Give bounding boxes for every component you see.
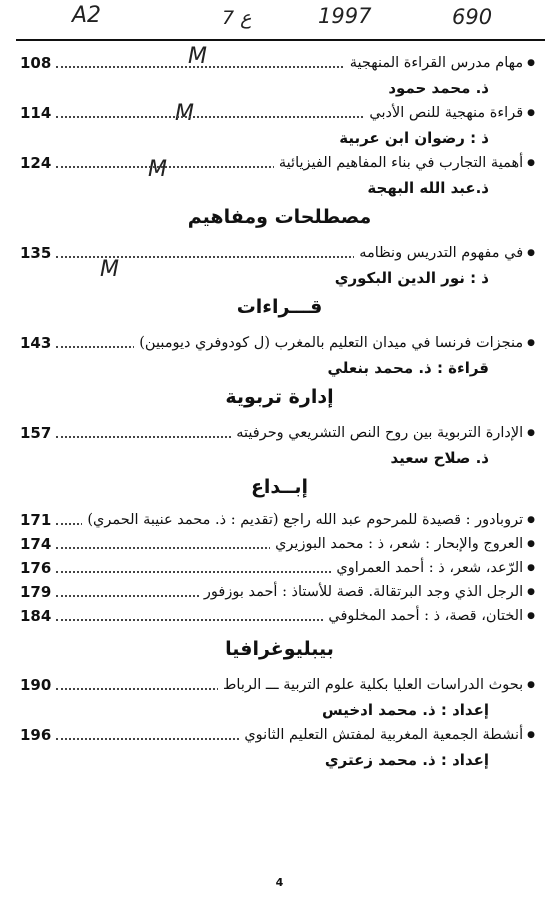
entry-author: قراءة : ذ. محمد بنعلي [327,359,489,377]
entry-author: إعداد : ذ. محمد زعتري [324,751,489,769]
entry-author: ذ : رضوان ابن عربية [339,129,489,147]
bullet-icon: ● [527,248,535,258]
page-number: 196 [20,726,52,744]
entry-title: ●منجزات فرنسا في ميدان التعليم بالمغرب (ل كودوفري ديومبين) [134,331,535,355]
bullet-icon: ● [527,539,535,549]
bullet-icon: ● [527,428,535,438]
page-footer-number: 4 [275,876,284,889]
bullet-icon: ● [527,108,535,118]
handwritten-mark-number: 690 [452,5,493,29]
section-heading: إدارة تربوية [225,386,334,408]
section-heading: بيبليوغرافيا [225,638,334,660]
entry-title: ●العروج والإبحار : شعر، ذ : محمد البوزيري [270,532,535,556]
toc-entry[interactable] [0,101,559,125]
page-number: 190 [20,676,52,694]
toc-entry[interactable] [0,151,559,175]
entry-title: ●مهام مدرس القراءة المنهجية [345,51,535,75]
page-number: 124 [20,154,52,172]
section-heading: قـــراءات [236,296,323,318]
section-heading: إبــداع [250,476,309,498]
handwritten-mark-year: 1997 [318,4,372,28]
entry-title: ●في مفهوم التدريس ونظامه [354,241,535,265]
entry-title: ●أنشطة الجمعية المغربية لمفتش التعليم الثانوي [239,723,535,747]
page-number: 184 [20,607,52,625]
entry-author: ذ : نور الدين البكوري [334,269,489,287]
page-number: 114 [20,104,52,122]
entry-title: ●تروبادور : قصيدة للمرحوم عبد الله راجع (تقديم : ذ. محمد عنيبة الحمري) [82,508,535,532]
page-number: 174 [20,535,52,553]
bullet-icon: ● [527,563,535,573]
page-number: 143 [20,334,52,352]
section-heading: مصطلحات ومفاهيم [187,206,372,228]
page-number: 135 [20,244,52,262]
entry-author: إعداد : ذ. محمد ادخيس [322,701,489,719]
page-number: 179 [20,583,52,601]
bullet-icon: ● [527,515,535,525]
entry-title: ●أهمية التجارب في بناء المفاهيم الفيزيائية [274,151,535,175]
entry-title: ●الرّعد، شعر، ذ : أحمد العمراوي [331,556,535,580]
toc-entry[interactable] [0,556,559,580]
bullet-icon: ● [527,680,535,690]
handwritten-mark-issue: 7 ع [222,7,252,29]
toc-entry[interactable] [0,331,559,355]
toc-entry[interactable] [0,532,559,556]
toc-entry[interactable] [0,241,559,265]
toc-entry[interactable] [0,604,559,628]
page-number: 108 [20,54,52,72]
handwritten-mark-a2: A2 [72,3,102,28]
page-number: 176 [20,559,52,577]
entry-title: ●قراءة منهجية للنص الأدبي [364,101,535,125]
bullet-icon: ● [527,730,535,740]
toc-entry[interactable] [0,580,559,604]
toc-entry[interactable] [0,421,559,445]
entry-title: ●الإدارة التربوية بين روح النص التشريعي وحرفيته [231,421,535,445]
entry-title: ●الرجل الذي وجد البرتقالة. قصة للأستاذ : أحمد بوزفور [199,580,535,604]
table-of-contents [0,46,559,773]
entry-author: ذ. صلاح سعيد [390,449,489,467]
bullet-icon: ● [527,611,535,621]
page-number: 157 [20,424,52,442]
entry-author: ذ.عبد الله البهجة [367,179,489,197]
page-number: 171 [20,511,52,529]
toc-entry[interactable] [0,723,559,747]
toc-entry[interactable] [0,51,559,75]
entry-author: ذ. محمد حمود [388,79,489,97]
entry-title: ●الختان، قصة، ذ : أحمد المخلوفي [323,604,535,628]
entry-title: ●بحوث الدراسات العليا بكلية علوم التربية ـــ الرباط [218,673,535,697]
toc-entry[interactable] [0,673,559,697]
margin-initial: M [100,257,119,282]
bullet-icon: ● [527,58,535,68]
bullet-icon: ● [527,158,535,168]
margin-initial: M [188,44,207,69]
margin-initial: M [175,101,194,126]
header-rule [16,39,545,41]
toc-entry[interactable] [0,508,559,532]
bullet-icon: ● [527,338,535,348]
bullet-icon: ● [527,587,535,597]
margin-initial: M [148,157,167,182]
